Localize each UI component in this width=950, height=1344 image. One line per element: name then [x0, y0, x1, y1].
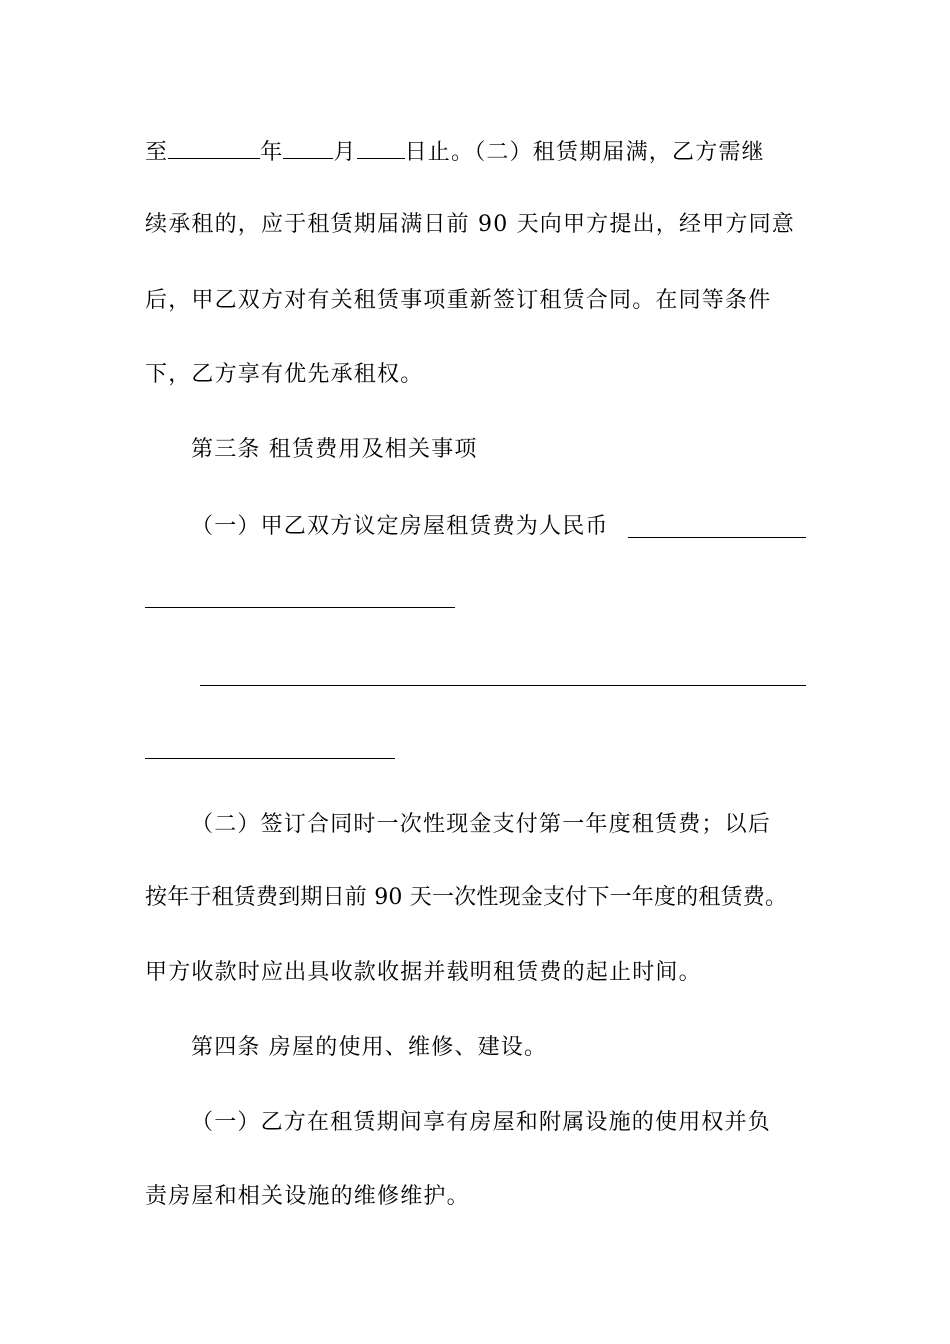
- blank-amount-field: [200, 685, 806, 686]
- blank-amount-field: [145, 607, 455, 608]
- blank-amount-field: [628, 537, 806, 538]
- article-4-heading: 第四条 房屋的使用、维修、建设。: [191, 1035, 548, 1060]
- blank-day-field: [357, 138, 405, 159]
- article-3-heading: 第三条 租赁费用及相关事项: [191, 437, 478, 462]
- paragraph-line: （一）乙方在租赁期间享有房屋和附属设施的使用权并负: [191, 1110, 772, 1135]
- text-fragment: 年: [260, 140, 284, 165]
- text-fragment: 日止。（二）租赁期届满，乙方需继: [404, 140, 765, 165]
- paragraph-line: （二）签订合同时一次性现金支付第一年度租赁费；以后: [191, 812, 772, 837]
- text-fragment: 至: [145, 140, 169, 165]
- paragraph-line: 续承租的，应于租赁期届满日前 90 天向甲方提出，经甲方同意: [145, 212, 795, 237]
- blank-month-field: [283, 138, 333, 159]
- paragraph-line: 后，甲乙双方对有关租赁事项重新签订租赁合同。在同等条件: [145, 288, 772, 313]
- paragraph-line: [145, 138, 765, 168]
- paragraph-line: （一）甲乙双方议定房屋租赁费为人民币: [191, 514, 609, 539]
- paragraph-line: 按年于租赁费到期日前 90 天一次性现金支付下一年度的租赁费。: [145, 885, 788, 910]
- text-fragment: 月: [333, 140, 357, 165]
- paragraph-line: 责房屋和相关设施的维修维护。: [145, 1184, 470, 1209]
- blank-year-field: [168, 138, 260, 159]
- paragraph-line: 下，乙方享有优先承租权。: [145, 362, 424, 387]
- paragraph-line: 甲方收款时应出具收款收据并载明租赁费的起止时间。: [145, 960, 702, 985]
- blank-amount-field: [145, 758, 395, 759]
